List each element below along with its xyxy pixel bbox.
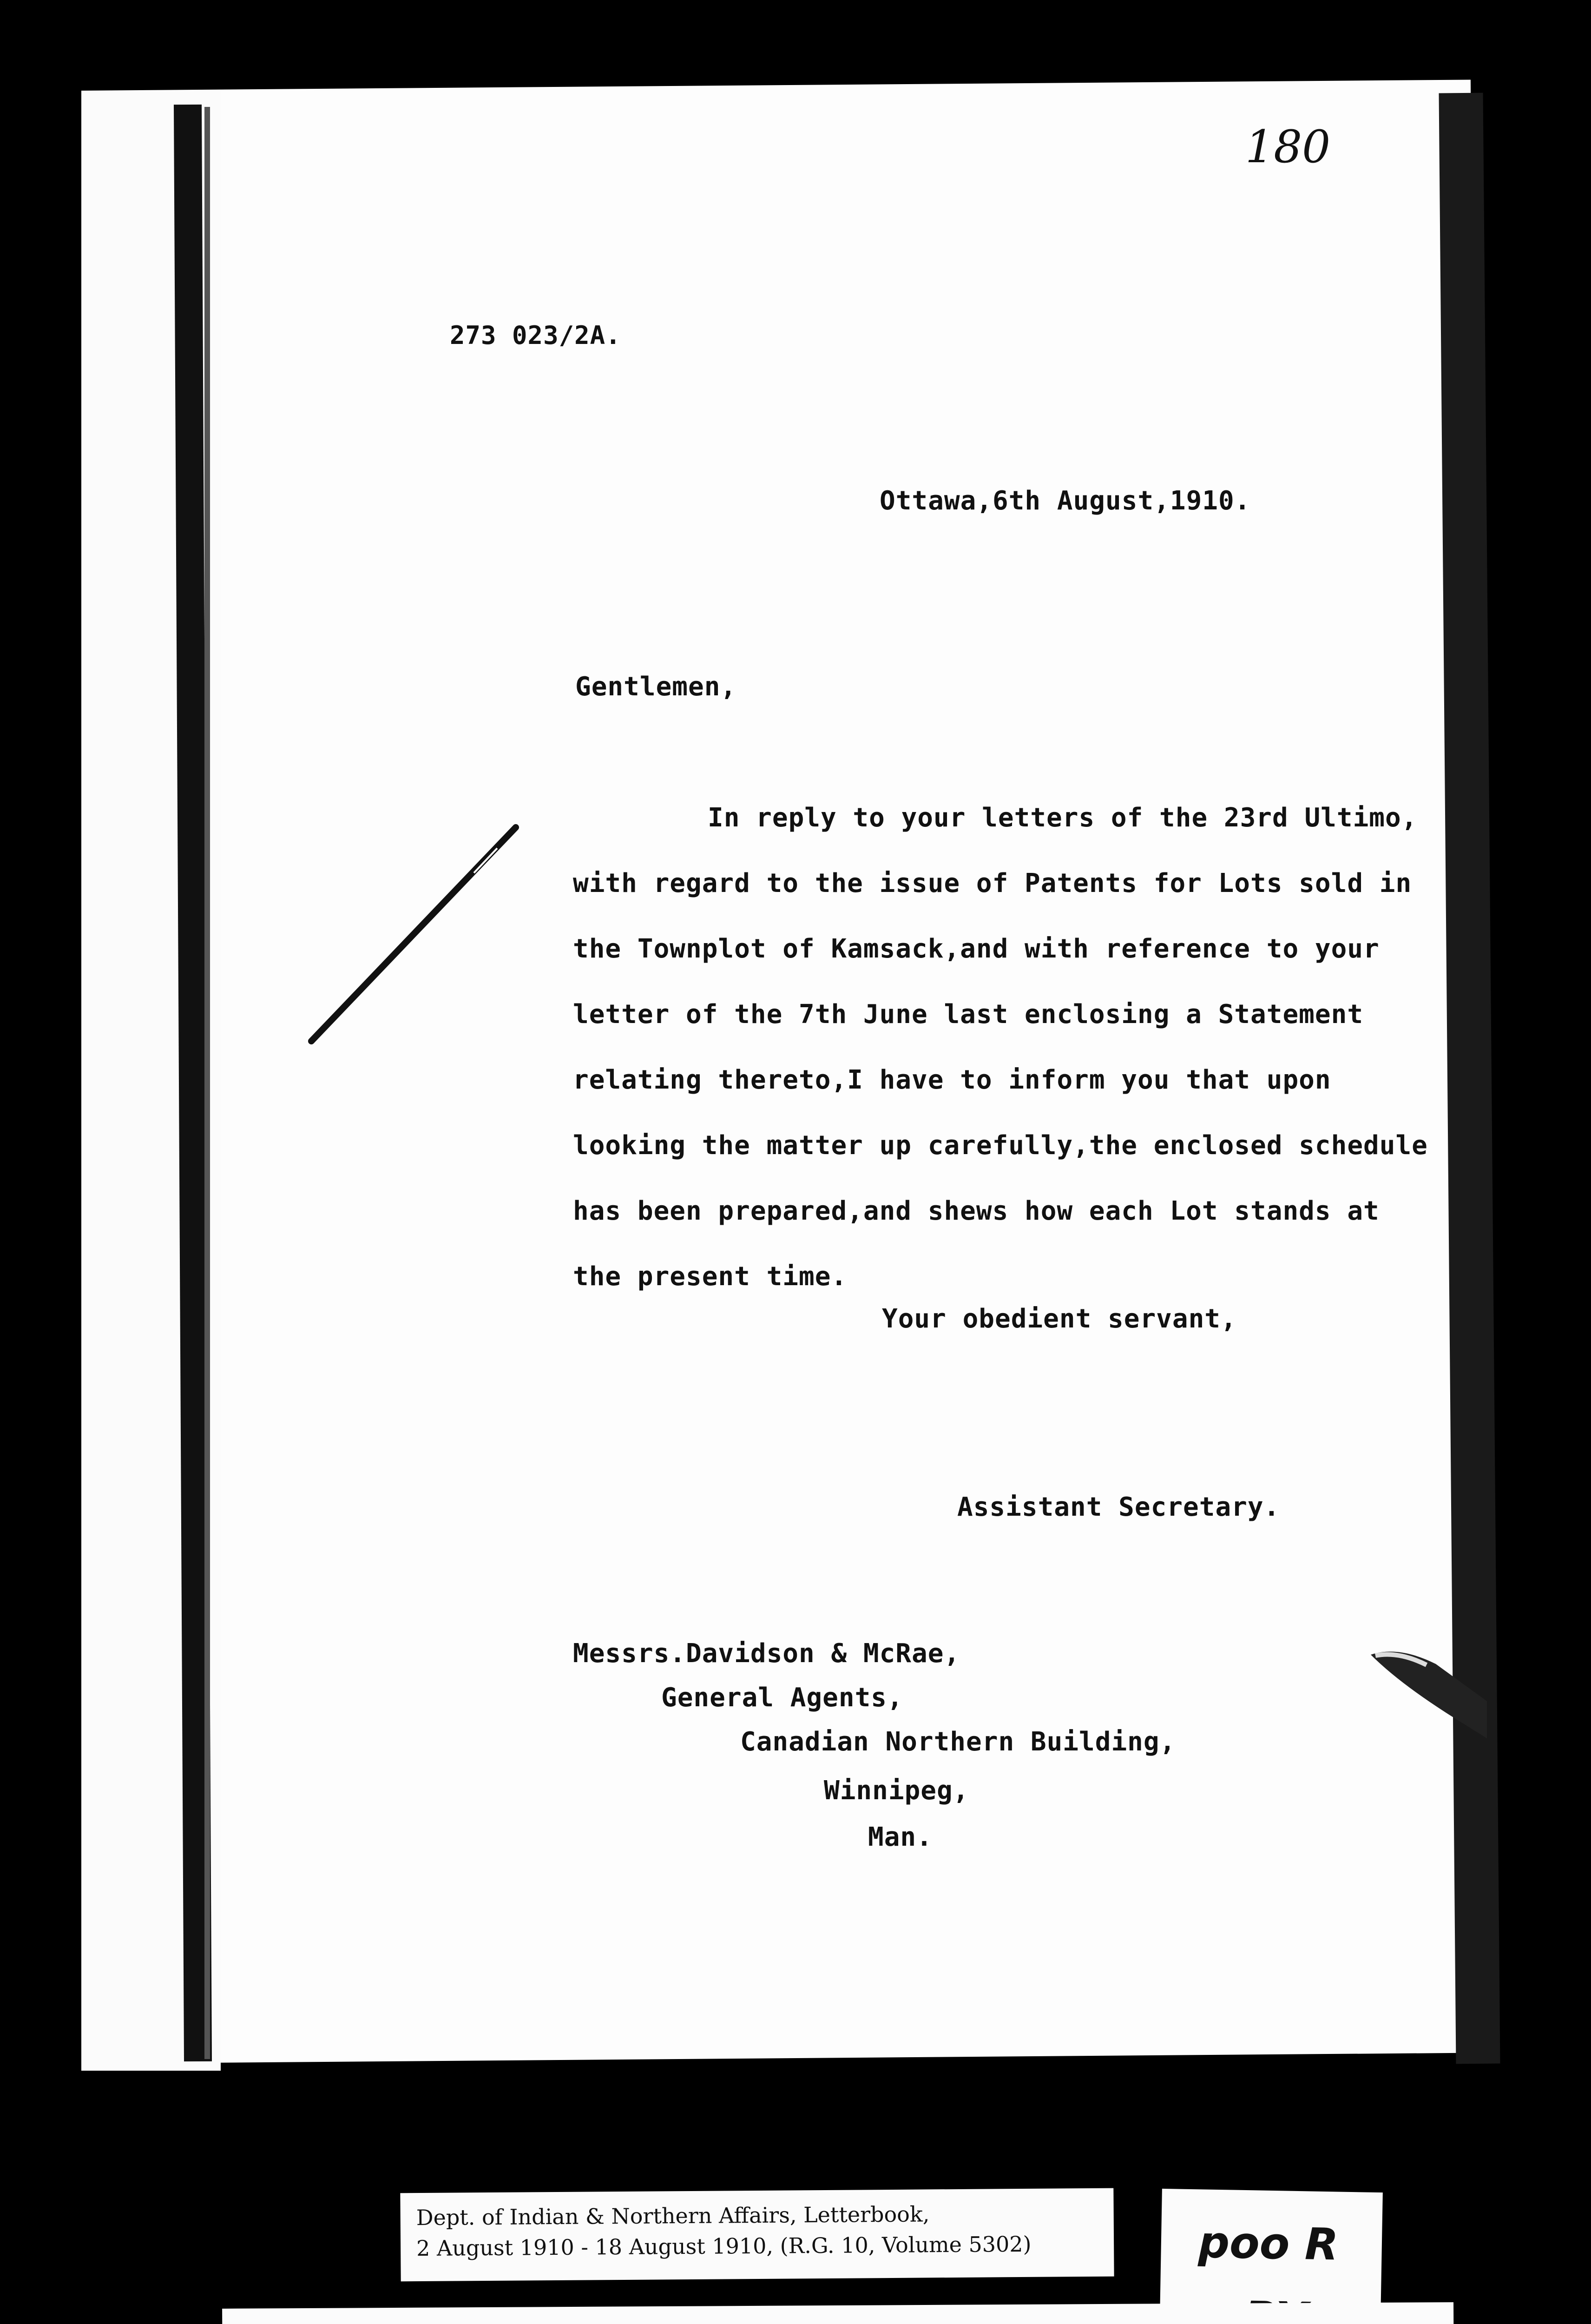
source-line: Dept. of Indian & Northern Affairs, Letterbook, [416,2201,930,2231]
address-line: Messrs.Davidson & McRae, [573,1638,960,1669]
body-line: has been prepared,and shews how each Lot stands at [573,1196,1380,1226]
archives-stamp-band [222,2302,1455,2324]
body-line: with regard to the issue of Patents for Lots sold in [573,868,1412,898]
body-line: letter of the 7th June last enclosing a Statement [573,999,1364,1030]
address-line: Man. [868,1822,933,1852]
body-line: the present time. [573,1261,848,1292]
address-line: Canadian Northern Building, [740,1727,1176,1757]
letter-body [573,776,1428,1309]
source-reference-slip [400,2188,1114,2282]
source-line: 2 August 1910 - 18 August 1910, (R.G. 10, Volume 5302) [416,2231,1032,2261]
closing-line: Your obedient servant, [882,1304,1237,1334]
salutation: Gentlemen, [575,672,737,702]
page-number: 180 [1245,121,1331,173]
file-reference: 273 023/2A. [450,321,621,350]
body-line: looking the matter up carefully,the enclosed schedule [573,1130,1428,1161]
binding-edge [204,107,210,2059]
pen-stroke-mark [302,823,525,1055]
signature-title: Assistant Secretary. [957,1492,1280,1522]
date-line: Ottawa,6th August,1910. [880,486,1251,516]
body-line: relating thereto,I have to inform you that upon [573,1065,1331,1095]
address-line: General Agents, [661,1683,903,1713]
address-line: Winnipeg, [824,1776,969,1806]
handwritten-note: poo R [1197,2217,1339,2271]
body-line: In reply to your letters of the 23rd Ultimo, [708,803,1418,833]
body-line: the Townplot of Kamsack,and with reference to your [573,934,1380,964]
pencil-tip-icon [1371,1645,1492,1748]
